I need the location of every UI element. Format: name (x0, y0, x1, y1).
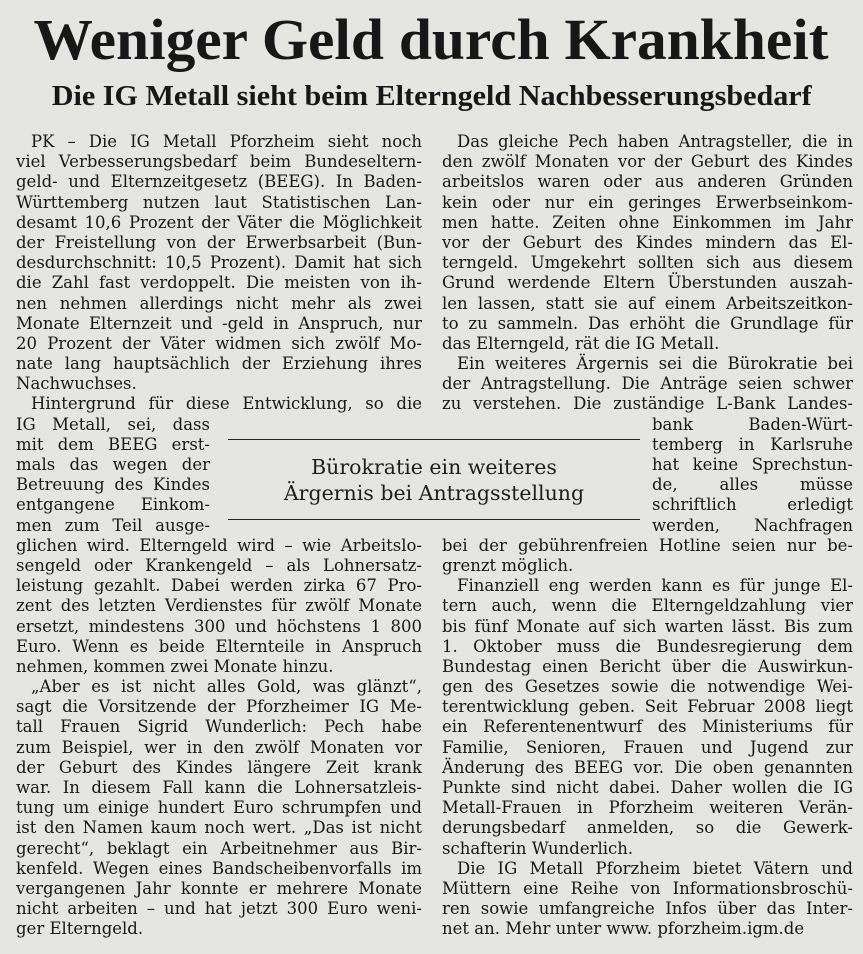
text-line-content: nicht arbeiten – und hat jetzt 300 Euro weni- (16, 899, 422, 919)
text-line (16, 516, 210, 536)
text-line (16, 435, 210, 455)
subheadline-text: Die IG Metall sieht beim Elterngeld Nachbesserungsbedarf (51, 80, 812, 112)
text-line-content: bank Baden-Würt- (652, 414, 853, 434)
text-line-content: Änderung des BEEG vor. Die oben genannten (442, 757, 853, 777)
text-line (442, 394, 853, 414)
text-line (442, 172, 853, 192)
text-line-content: IG Metall, sei, dass (16, 414, 210, 434)
text-line (442, 556, 853, 576)
text-line-content: nehmen, kommen zwei Monate hinzu. (16, 656, 334, 676)
text-line-content: terentwicklung geben. Seit Februar 2008 liegt (442, 697, 853, 717)
text-line (442, 596, 853, 616)
text-line-content: 1. Oktober muss die Bundesregierung dem (442, 636, 853, 656)
text-line-content: tall Frauen Sigrid Wunderlich: Pech habe (16, 717, 422, 737)
text-line-content: Betreuung des Kindes (16, 475, 210, 495)
text-line-content: „Aber es ist nicht alles Gold, was glänzt“, (31, 677, 422, 697)
text-line-content: Monate Elternzeit und -geld in Anspruch, nur (16, 313, 422, 333)
text-line-content: den zwölf Monaten vor der Geburt des Kindes (442, 152, 853, 172)
text-line-content: geld- und Elternzeitgesetz (BEEG). In Baden- (16, 172, 422, 192)
text-line (16, 536, 422, 556)
text-line (16, 132, 422, 152)
text-line-content: ger Elterngeld. (16, 919, 144, 939)
text-line (16, 233, 422, 253)
text-line (16, 193, 422, 213)
paragraph (442, 576, 853, 859)
text-line-content: net an. Mehr unter www. pforzheim.igm.de (442, 919, 805, 939)
text-line (16, 152, 422, 172)
text-line-content: gen des Gesetzes sowie die notwendige Wei- (442, 677, 853, 697)
text-line (16, 172, 422, 192)
text-line (16, 334, 422, 354)
text-line (442, 637, 853, 657)
text-line-content: bei der gebührenfreien Hotline seien nur be- (442, 535, 853, 555)
text-line (442, 273, 853, 293)
text-line (16, 879, 422, 899)
text-line (16, 637, 422, 657)
headline-text: Weniger Geld durch Krankheit (34, 7, 829, 72)
text-line-content: ersetzt, mindestens 300 und höchstens 1 800 (16, 616, 422, 636)
text-line (16, 839, 422, 859)
text-line-content: Müttern eine Reihe von Informationsbroschü- (442, 878, 853, 898)
text-line (442, 859, 853, 879)
paragraph (16, 132, 422, 394)
text-line-content: arbeitslos waren oder aus anderen Gründen (442, 172, 853, 192)
text-line (442, 193, 853, 213)
text-line-content: ist den Namen kaum noch wert. „Das ist nicht (16, 818, 422, 838)
right-column (442, 132, 853, 940)
text-line (442, 354, 853, 374)
text-line-content: ein Referentenentwurf des Ministeriums für (442, 717, 853, 737)
text-line (442, 758, 853, 778)
text-line-content: schriftlich erledigt (652, 495, 853, 515)
text-line-content: men zum Teil ausge- (16, 515, 210, 535)
text-line (16, 314, 422, 334)
text-line-content: sagt die Vorsitzende der Pforzheimer IG Me- (16, 697, 422, 717)
text-line-content: vor der Geburt des Kindes mindern das El- (442, 232, 853, 252)
text-line (16, 556, 422, 576)
text-line (442, 132, 853, 152)
text-line (16, 415, 210, 435)
text-line-content: hat keine Sprechstun- (652, 455, 853, 474)
paragraph (442, 859, 853, 940)
text-line-content: Die IG Metall Pforzheim bietet Vätern und (457, 858, 853, 878)
text-line (16, 859, 422, 879)
text-line-content: Familie, Senioren, Frauen und Jugend zur (442, 737, 853, 757)
text-line (442, 152, 853, 172)
text-line (442, 738, 853, 758)
text-line (16, 818, 422, 838)
text-line (442, 576, 853, 596)
text-line (16, 273, 422, 293)
text-line-content: schafterin Wunderlich. (442, 838, 634, 858)
text-line (16, 475, 210, 495)
text-line-content: Grund werdende Eltern Überstunden auszah- (442, 273, 853, 293)
text-line-content: Das gleiche Pech haben Antragsteller, die in (457, 132, 853, 151)
text-line-content: war. In diesem Fall kann die Lohnersatzleis- (16, 778, 422, 797)
text-line-content: der Antragstellung. Die Anträge seien schwer (442, 374, 853, 394)
text-line-content: nen nehmen allerdings nicht mehr als zwei (16, 293, 422, 313)
text-line (442, 253, 853, 273)
pull-quote (228, 439, 640, 520)
text-line-content: kenfeld. Wegen eines Bandscheibenvorfalls im (16, 858, 422, 878)
text-line-content: der Freistellung von der Erwerbsarbeit (Bun- (16, 232, 422, 252)
text-line (16, 697, 422, 717)
headline (0, 7, 863, 72)
pull-quote-line: Bürokratie ein weiteres (311, 455, 557, 479)
text-line-content: Euro. Wenn es beide Elternteile in Anspruch (16, 636, 422, 656)
text-line-content: gerecht“, beklagt ein Arbeitnehmer aus Bir- (16, 838, 422, 858)
text-line-content: mit dem BEEG erst- (16, 434, 210, 454)
text-line-content: Punkte sind nicht dabei. Daher wollen die IG (442, 778, 853, 797)
text-line-content: temberg in Karlsruhe (652, 434, 853, 454)
text-line (16, 495, 210, 515)
text-line (16, 778, 422, 798)
text-line-content: das Elterngeld, rät die IG Metall. (442, 333, 720, 353)
text-line (16, 374, 422, 394)
left-column (16, 132, 422, 940)
text-line-content: 20 Prozent der Väter widmen sich zwölf Mo- (16, 333, 422, 353)
text-line-content: die Zahl fast verdoppelt. Die meisten von ih- (16, 273, 422, 293)
text-line-content: tern auch, wenn die Elterngeldzahlung vier (442, 596, 853, 616)
text-line (652, 435, 853, 455)
text-line-content: kein oder nur ein geringes Erwerbseinkom- (442, 192, 853, 212)
text-line (16, 677, 422, 697)
text-line (442, 657, 853, 677)
text-line (16, 576, 422, 596)
text-line (442, 213, 853, 233)
text-line-content: derungsbedarf anmelden, so die Gewerk- (442, 818, 853, 838)
text-line-content: Metall-Frauen in Pforzheim weiteren Verän- (442, 798, 853, 818)
text-line-content: Finanziell eng werden kann es für junge El- (457, 576, 853, 596)
text-line (652, 415, 853, 435)
paragraph (16, 394, 422, 677)
text-line-content: sengeld oder Krankengeld – als Lohnersatz- (16, 555, 422, 575)
text-line (16, 213, 422, 233)
text-line-content: entgangene Einkom- (16, 495, 210, 515)
text-line-content: Bundestag einen Bericht über die Auswirkun- (442, 656, 853, 676)
text-line (16, 899, 422, 919)
text-line (652, 475, 853, 495)
text-line (16, 758, 422, 778)
text-line (16, 798, 422, 818)
text-line (442, 839, 853, 859)
text-line-content: terngeld. Umgekehrt sollten sich aus diesem (442, 253, 853, 273)
text-line (442, 879, 853, 899)
text-line-content: viel Verbesserungsbedarf beim Bundeseltern- (16, 152, 422, 172)
text-line (442, 677, 853, 697)
text-line (442, 818, 853, 838)
text-line-content: len lassen, statt sie auf einem Arbeitszeitkon- (442, 293, 853, 313)
text-line (16, 596, 422, 616)
text-line (442, 536, 853, 556)
text-line-content: PK – Die IG Metall Pforzheim sieht noch (31, 132, 422, 151)
text-line (16, 657, 422, 677)
text-line (16, 617, 422, 637)
text-line (442, 697, 853, 717)
pull-quote-line: Ärgernis bei Antragsstellung (283, 481, 585, 505)
text-line-content: zent des letzten Verdienstes für zwölf Monate (16, 596, 422, 616)
text-line-content: glichen wird. Elterngeld wird – wie Arbeitslo- (16, 535, 422, 555)
text-line (442, 778, 853, 798)
text-line-content: der Geburt des Kindes längere Zeit krank (16, 757, 422, 777)
text-line-content: mals das wegen der (16, 455, 210, 474)
text-line-content: desdurchschnitt: 10,5 Prozent). Damit hat sich (16, 253, 422, 273)
text-line (16, 455, 210, 475)
text-line-content: leistung gezahlt. Dabei werden zirka 67 Pro- (16, 576, 422, 596)
text-line-content: Ein weiteres Ärgernis sei die Bürokratie bei (457, 354, 853, 374)
text-line (442, 294, 853, 314)
text-line (442, 334, 853, 354)
text-line (442, 717, 853, 737)
text-line (16, 253, 422, 273)
text-line-content: werden, Nachfragen (652, 515, 853, 535)
text-line-content: grenzt möglich. (442, 555, 574, 575)
text-line (652, 495, 853, 515)
paragraph (16, 677, 422, 939)
text-line (16, 919, 422, 939)
text-line-content: ren sowie umfangreiche Infos über das Inter- (442, 899, 853, 919)
text-line (652, 455, 853, 475)
text-line (442, 798, 853, 818)
text-line-content: de, alles müsse (652, 475, 853, 495)
text-line-content: bis fünf Monate auf sich warten lässt. Bis zum (442, 616, 853, 636)
text-line-content: men hatte. Zeiten ohne Einkommen im Jahr (442, 212, 853, 232)
subheadline (0, 82, 863, 111)
text-line-content: nate lang hauptsächlich der Erziehung ihres (16, 354, 422, 374)
text-line (16, 738, 422, 758)
text-line-content: vergangenen Jahr konnte er mehrere Monate (16, 878, 422, 898)
text-line (442, 374, 853, 394)
text-line (442, 233, 853, 253)
text-line (442, 919, 853, 939)
text-line (16, 394, 422, 414)
text-line-content: Hintergrund für diese Entwicklung, so die (31, 394, 422, 414)
text-line-content: tung um einige hundert Euro schrumpfen und (16, 798, 422, 818)
text-line (442, 617, 853, 637)
text-line (652, 516, 853, 536)
text-line (16, 354, 422, 374)
text-line (16, 294, 422, 314)
text-line-content: Nachwuchses. (16, 374, 137, 394)
text-line-content: desamt 10,6 Prozent der Väter die Möglichkeit (16, 212, 422, 232)
text-line-content: Württemberg nutzen laut Statistischen Lan- (16, 192, 422, 212)
text-line (442, 314, 853, 334)
text-line (16, 717, 422, 737)
text-line-content: zu verstehen. Die zuständige L-Bank Landes- (442, 394, 853, 414)
text-line-content: to zu sammeln. Das erhöht die Grundlage für (442, 313, 853, 333)
text-line (442, 899, 853, 919)
paragraph (442, 132, 853, 354)
text-line-content: zum Beispiel, wer in den zwölf Monaten vor (16, 737, 422, 757)
